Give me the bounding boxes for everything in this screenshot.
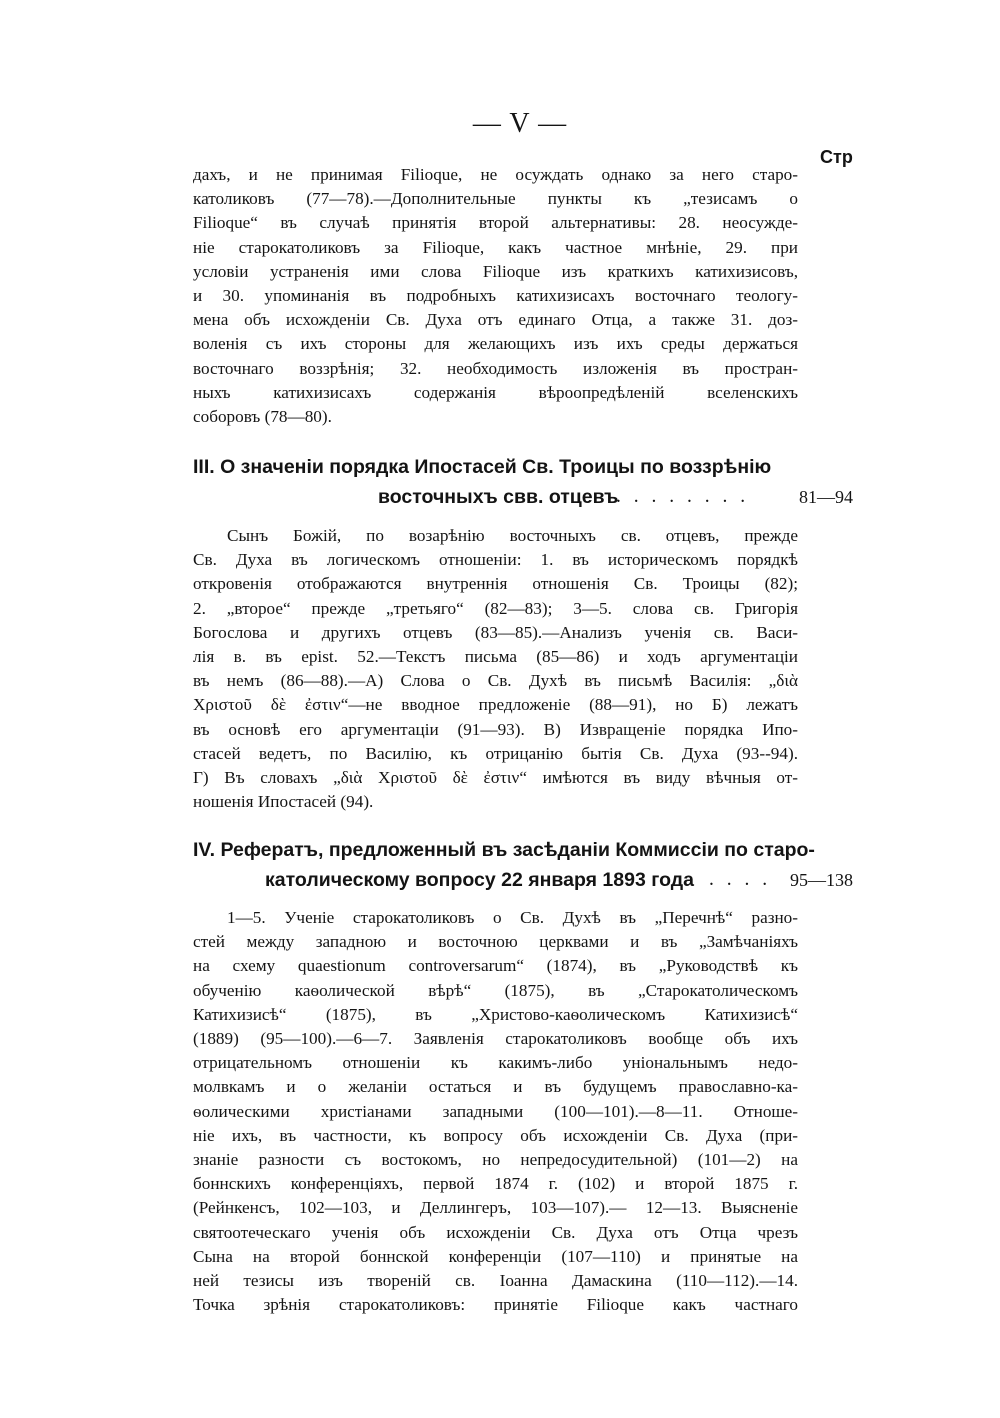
text-line: въ основѣ его аргументаціи (91—93). В) Извращеніе порядка Ипо- — [193, 719, 798, 739]
text-line: лія в. въ epist. 52.—Текстъ письма (85—86) и ходъ аргументаціи — [193, 647, 798, 667]
section-3-leader-dots: . . . . . . . . — [616, 486, 750, 507]
text-line: соборовъ (78—80). — [193, 407, 332, 427]
text-line: стей между западною и восточною церквами и въ „Замѣчаніяхъ — [193, 932, 798, 952]
text-line: ніе ихъ, въ частности, къ вопросу объ исхожденіи Св. Духа (при- — [193, 1125, 798, 1145]
text-line: ношенія Ипостасей (94). — [193, 792, 374, 812]
text-line: отрицательномъ отношеніи къ какимъ-либо уніональнымъ недо- — [193, 1053, 798, 1073]
text-line: Точка зрѣнія старокатоликовъ: принятіе Filioque какъ частнаго — [193, 1295, 798, 1315]
section-4-paragraph — [193, 906, 798, 1317]
text-line: ныхъ катихизисахъ содержанія вѣроопредѣленій вселенскихъ — [193, 382, 798, 402]
text-line: знаніе разности съ востокомъ, но непредосудительной) (101—2) на — [193, 1150, 798, 1170]
text-line: 1—5. Ученіе старокатоликовъ о Св. Духѣ въ „Перечнѣ“ разно- — [227, 908, 798, 927]
section-4-heading — [193, 835, 853, 895]
text-line: молвкамъ и о желаніи остаться и въ будущемъ православно-ка- — [193, 1077, 798, 1097]
page-number: — V — — [472, 108, 568, 139]
text-line: и 30. упоминанія въ подробныхъ катихизисахъ восточнаго теологу- — [193, 286, 798, 306]
text-line: боннскихъ конференціяхъ, первой 1874 г. (102) и второй 1875 г. — [193, 1174, 798, 1194]
text-line: Filioque“ въ случаѣ принятія второй альтернативы: 28. неосужде- — [193, 213, 798, 233]
text-line: мена объ исхожденіи Св. Духа отъ единаго Отца, а также 31. доз- — [193, 310, 798, 330]
text-line: 2. „второе“ прежде „третьяго“ (82—83); 3—5. слова св. Григорія — [193, 598, 798, 618]
section-3-heading — [193, 452, 853, 512]
section-3-page-range: 81—94 — [799, 487, 853, 507]
text-line: (Рейнкенсъ, 102—103, и Деллингеръ, 103—107).— 12—13. Выясненіе — [193, 1198, 798, 1218]
text-line: Катихизисѣ“ (1875), въ „Христово-каѳолическомъ Катихизисѣ“ — [193, 1004, 798, 1024]
continuation-paragraph — [193, 163, 798, 429]
text-line: ніе старокатоликовъ за Filioque, какъ частное мнѣніе, 29. при — [193, 237, 798, 257]
section-4-title-text: католическому вопросу 22 января 1893 года — [265, 869, 694, 891]
section-3-paragraph — [193, 524, 798, 814]
text-line: Χριστοῦ δὲ ἐστιν“—не вводное предложеніе (88—91), но Б) лежатъ — [193, 695, 798, 715]
section-4-leader-dots: . . . . — [709, 869, 772, 890]
page-column-label: Стр — [820, 147, 853, 167]
section-4-page-range: 95—138 — [790, 870, 853, 890]
text-line: условіи устраненія ими слова Filioque изъ краткихъ катихизисовъ, — [193, 261, 798, 281]
text-line: католиковъ (77—78).—Дополнительные пункты къ „тезисамъ о — [193, 189, 798, 209]
text-line: воленія съ ихъ стороны для желающихъ изъ ихъ среды держаться — [193, 334, 798, 354]
text-line: Сынъ Божій, по возарѣнію восточныхъ св. отцевъ, прежде — [227, 526, 798, 545]
section-3-title-text: восточныхъ свв. отцевъ — [378, 486, 619, 508]
text-line: ней тезисы изъ твореній св. Іоанна Дамаскина (110—112).—14. — [193, 1271, 798, 1291]
text-line: восточнаго воззрѣнія; 32. необходимость изложенія въ простран- — [193, 358, 798, 378]
section-3-title-line-1: III. О значеніи порядка Ипостасей Св. Троицы по воззрѣнію — [193, 456, 772, 478]
text-line: Сына на второй боннской конференціи (107—110) и принятые на — [193, 1246, 798, 1266]
section-4-title-line-1: IV. Рефератъ, предложенный въ засѣданіи Коммиссіи по старо- — [193, 839, 815, 861]
text-line: Г) Въ словахъ „διὰ Χριστοῦ δὲ ἐστιν“ имѣются въ виду вѣчныя от- — [193, 768, 798, 788]
text-line: откровенія отображаются внутреннія отношенія Св. Троицы (82); — [193, 574, 798, 594]
text-line: Богослова и другихъ отцевъ (83—85).—Анализъ ученія св. Васи- — [193, 622, 798, 642]
text-line: (1889) (95—100).—6—7. Заявленія старокатоликовъ вообще объ ихъ — [193, 1029, 798, 1049]
text-line: стасей ведетъ, по Василію, къ отрицанію бытія Св. Духа (93--94). — [193, 743, 798, 763]
text-line: обученію каѳолической вѣрѣ“ (1875), въ „Старокатолическомъ — [193, 980, 798, 1000]
section-4-title-line-2 — [193, 865, 853, 895]
text-line: на схему quaestionum controversarum“ (1874), въ „Руководствѣ къ — [193, 956, 798, 976]
section-3-title-line-2 — [193, 482, 853, 512]
text-line: ѳолическими христіанами западными (100—101).—8—11. Отноше- — [193, 1101, 798, 1121]
text-line: святоотеческаго ученія объ исхожденіи Св. Духа отъ Отца чрезъ — [193, 1222, 798, 1242]
text-line: Св. Духа въ логическомъ отношеніи: 1. въ историческомъ порядкѣ — [193, 550, 798, 570]
text-line: въ немъ (86—88).—А) Слова о Св. Духѣ въ письмѣ Василія: „διὰ — [193, 671, 798, 691]
text-line: дахъ, и не принимая Filioque, не осуждать однако за него старо- — [193, 165, 798, 184]
